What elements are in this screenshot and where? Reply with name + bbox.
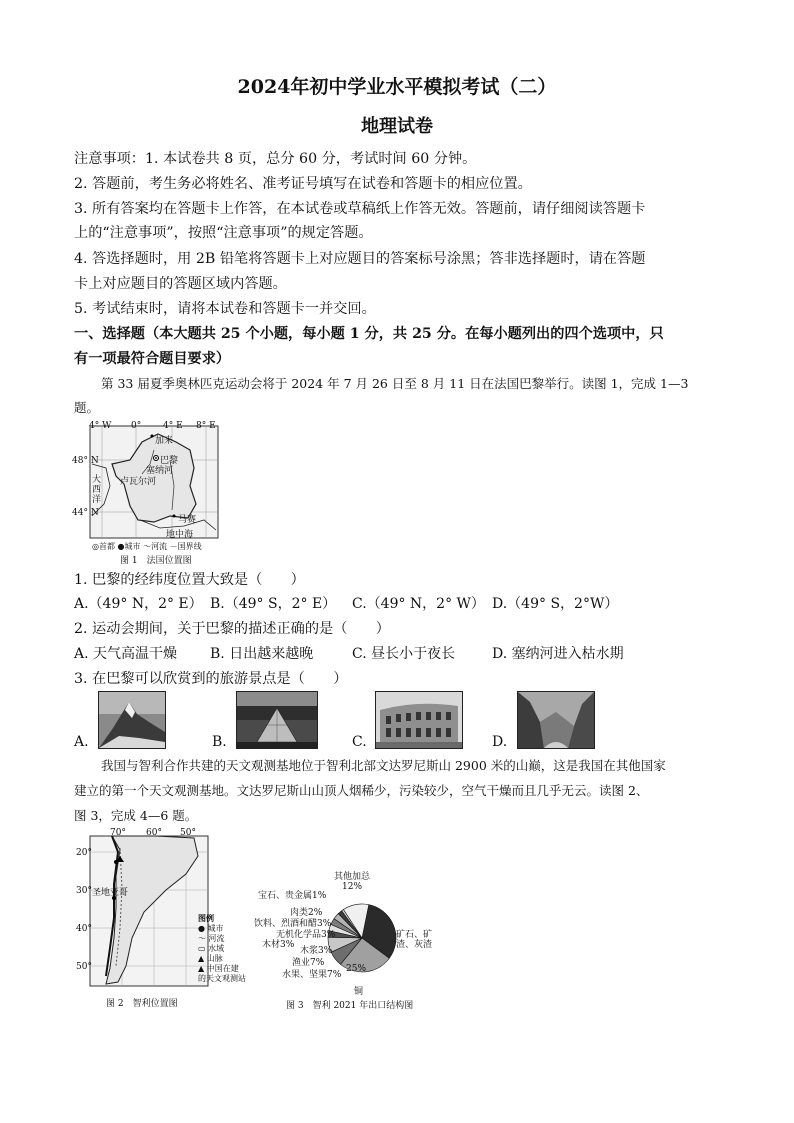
fig1-river-loire: 卢瓦尔河 bbox=[120, 477, 157, 487]
q1-option-b: B.（49° S，2° E） bbox=[210, 596, 337, 612]
intro1-line-b: 题。 bbox=[74, 400, 100, 415]
fig1-lon-8e: 8° E bbox=[196, 421, 216, 431]
fig2-lat-30: 30° bbox=[76, 886, 92, 896]
fig1-lon-0: 0° bbox=[131, 421, 142, 431]
observatory-icon: ▲ bbox=[198, 964, 205, 973]
mountain-icon: ▲ bbox=[198, 954, 205, 963]
intro1-line-a: 第 33 届夏季奥林匹克运动会将于 2024 年 7 月 26 日至 8 月 11 日在法国巴黎举行。读图 1，完成 1—3 bbox=[101, 376, 689, 391]
fig2-legend-title: 图例 bbox=[198, 914, 214, 923]
colosseum-photo bbox=[375, 691, 463, 749]
pie-label-copper-pct: 25% bbox=[346, 964, 367, 974]
fig1-lat-48n: 48° N bbox=[72, 456, 99, 466]
fig2-legend-observatory: 中国在建的天文观测站 bbox=[198, 964, 246, 983]
border-icon: － bbox=[169, 542, 178, 551]
notes-line-3a: 3. 所有答案均在答题卡上作答，在本试卷或草稿纸上作答无效。答题前，请仔细阅读答题卡 bbox=[74, 201, 646, 217]
fig1-legend-capital: 首都 bbox=[98, 542, 115, 551]
pie-label-timber: 木材3% bbox=[262, 940, 295, 950]
river-icon: 〜 bbox=[143, 542, 152, 551]
fig2-lon-60: 60° bbox=[146, 828, 162, 838]
q1-option-d: D.（49° S，2°W） bbox=[492, 596, 619, 612]
canyon-photo bbox=[517, 691, 595, 749]
pie-label-gems: 宝石、贵金属1% bbox=[258, 891, 327, 901]
capital-icon: ◎ bbox=[92, 542, 99, 551]
pie-label-ore: 矿石、矿渣、灰渣 bbox=[396, 930, 433, 950]
fig1-place-marseille: 马赛 bbox=[178, 515, 197, 525]
fig2-place-santiago: 圣地亚哥 bbox=[92, 888, 129, 898]
notes-line-5: 5. 考试结束时，请将本试卷和答题卡一并交回。 bbox=[74, 301, 376, 317]
fig2-legend-city: 城市 bbox=[207, 924, 224, 933]
notes-line-2: 2. 答题前，考生务必将姓名、准考证号填写在试卷和答题卡的相应位置。 bbox=[74, 176, 532, 192]
pie-label-chemicals: 无机化学品3% bbox=[276, 930, 336, 940]
notes-line-4b: 卡上对应题目的答题区域内答题。 bbox=[74, 276, 287, 292]
fig2-lon-70: 70° bbox=[110, 828, 126, 838]
water-icon: ▭ bbox=[198, 944, 206, 953]
notes-line-4a: 4. 答选择题时，用 2B 铅笔将答题卡上对应题目的答案标号涂黑；答非选择题时，请在答题 bbox=[74, 251, 646, 267]
fig1-place-calais: 加来 bbox=[155, 436, 174, 446]
q1-option-a: A.（49° N，2° E） bbox=[74, 596, 203, 612]
fig1-legend-city: 城市 bbox=[124, 542, 141, 551]
q3-option-b: B. bbox=[212, 734, 227, 750]
fig2-lat-20: 20° bbox=[76, 848, 92, 858]
fig2-legend-water: 水域 bbox=[208, 944, 225, 953]
fig1-legend-border: 国界线 bbox=[177, 542, 202, 551]
intro2-line-c: 图 3，完成 4—6 题。 bbox=[74, 808, 198, 823]
fig2-lon-50: 50° bbox=[180, 828, 196, 838]
fig1-legend bbox=[92, 541, 202, 552]
q2-option-a: A. 天气高温干燥 bbox=[74, 646, 178, 662]
fig1-legend-river: 河流 bbox=[151, 542, 168, 551]
section-heading-b: 有一项最符合题目要求） bbox=[74, 351, 231, 367]
fig3-caption: 图 3 智利 2021 年出口结构图 bbox=[286, 1001, 414, 1011]
q3-option-a: A. bbox=[74, 734, 89, 750]
fig1-lon-4e: 4° E bbox=[163, 421, 183, 431]
fig1-sea-mediterranean: 地中海 bbox=[166, 530, 194, 540]
pie-label-fruit: 水果、坚果7% bbox=[282, 970, 342, 980]
city-icon: ● bbox=[117, 542, 125, 551]
fig2-legend bbox=[198, 914, 246, 984]
q3-stem: 3. 在巴黎可以欣赏到的旅游景点是（ ） bbox=[74, 671, 348, 687]
fig1-place-paris: 巴黎 bbox=[160, 456, 179, 466]
fig1-lat-44n: 44° N bbox=[72, 508, 99, 518]
fig2-caption: 图 2 智利位置图 bbox=[106, 999, 178, 1009]
fig2-lat-40: 40° bbox=[76, 924, 92, 934]
q1-stem: 1. 巴黎的经纬度位置大致是（ ） bbox=[74, 572, 305, 588]
matterhorn-photo bbox=[98, 691, 166, 749]
intro2-line-a: 我国与智利合作共建的天文观测基地位于智利北部文达罗尼斯山 2900 米的山巅，这是我国在其他国家 bbox=[101, 758, 666, 773]
pie-label-fishery: 渔业7% bbox=[292, 958, 325, 968]
fig2-legend-river: 河流 bbox=[208, 934, 225, 943]
fig1-sea-atlantic: 大西洋 bbox=[92, 475, 102, 505]
intro2-line-b: 建立的第一个天文观测基地。文达罗尼斯山山顶人烟稀少，污染较少，空气干燥而且几乎无云。读图 2、 bbox=[74, 783, 649, 798]
fig2-lat-50: 50° bbox=[76, 962, 92, 972]
pie-label-beverage: 饮料、烈酒和醋3% bbox=[254, 919, 332, 929]
fig1-lon-4w: 4° W bbox=[89, 421, 112, 431]
pie-label-copper: 铜 bbox=[354, 987, 364, 997]
q3-option-d: D. bbox=[492, 734, 508, 750]
fig1-caption: 图 1 法国位置图 bbox=[120, 556, 192, 566]
fig2-legend-mountain: 山脉 bbox=[206, 954, 223, 963]
pie-label-pulp: 木浆3% bbox=[300, 946, 333, 956]
q2-option-c: C. 昼长小于夜长 bbox=[352, 646, 456, 662]
louvre-pyramid-photo bbox=[236, 691, 318, 749]
exam-title: 2024年初中学业水平模拟考试（二） bbox=[237, 76, 557, 98]
river-icon: 〜 bbox=[198, 934, 206, 943]
section-heading-a: 一、选择题（本大题共 25 个小题，每小题 1 分，共 25 分。在每小题列出的四个选项中，只 bbox=[74, 326, 664, 342]
exam-subtitle: 地理试卷 bbox=[361, 116, 433, 137]
pie-label-other: 其他加总 12% bbox=[334, 872, 371, 892]
notes-line-1: 注意事项：1. 本试卷共 8 页，总分 60 分，考试时间 60 分钟。 bbox=[74, 151, 477, 167]
fig1-river-seine: 塞纳河 bbox=[146, 466, 174, 476]
city-icon: ● bbox=[198, 924, 205, 933]
q2-option-d: D. 塞纳河进入枯水期 bbox=[492, 646, 624, 662]
notes-line-3b: 上的“注意事项”，按照“注意事项”的规定答题。 bbox=[74, 225, 373, 241]
q2-stem: 2. 运动会期间，关于巴黎的描述正确的是（ ） bbox=[74, 621, 390, 637]
q3-option-c: C. bbox=[352, 734, 367, 750]
pie-label-meat: 肉类2% bbox=[290, 908, 323, 918]
q2-option-b: B. 日出越来越晚 bbox=[210, 646, 314, 662]
q1-option-c: C.（49° N，2° W） bbox=[352, 596, 485, 612]
